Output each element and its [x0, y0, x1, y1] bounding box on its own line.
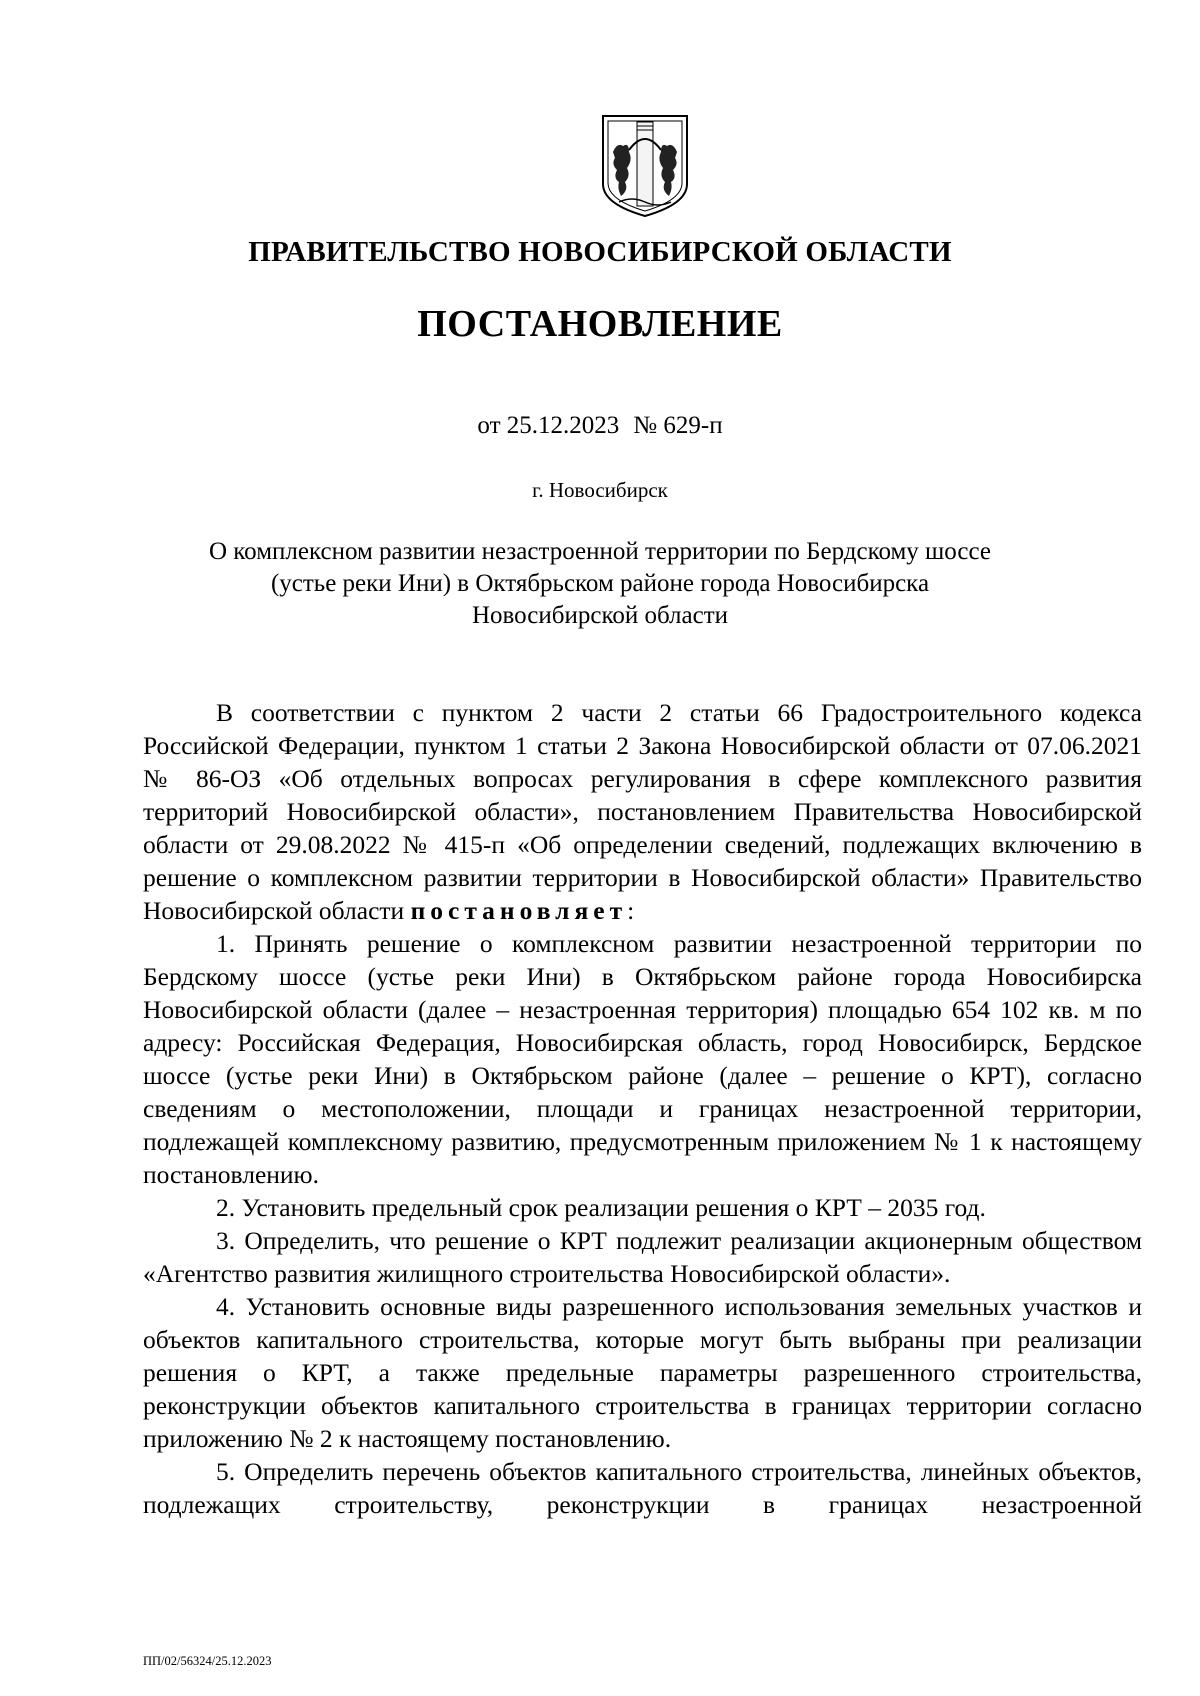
subject-line: О комплексном развитии незастроенной территории по Бердскому шоссе: [208, 538, 992, 565]
decree-item: 4. Установить основные виды разрешенного использования земельных участков и объектов капитального строительства, которые могут быть выбраны при реализации решения о КРТ, а также предельные параметры разрешенного строительства, реконструкции объектов капитального строительства в границах территории согласно приложению № 2 к настоящему постановлению.: [143, 1292, 1142, 1453]
decree-item: 5. Определить перечень объектов капитального строительства, линейных объектов, подлежащих строительству, реконструкции в границах незастроенной: [143, 1457, 1142, 1519]
city-name: г. Новосибирск: [532, 478, 668, 502]
coat-of-arms-icon: [599, 112, 691, 220]
subject-line: (устье реки Ини) в Октябрьском районе города Новосибирска: [270, 570, 930, 597]
document-date: от 25.12.2023: [477, 412, 620, 439]
document-body: [143, 696, 1142, 1521]
preamble-text: В соответствии с пунктом 2 части 2 статьи 66 Градостроительного кодекса Российской Федерации, пунктом 1 статьи 2 Закона Новосибирской области от 07.06.2021 № 86-ОЗ «Об отдельных вопросах регулирования в сфере комплексного развития территорий Новосибирской области», постановлением Правительства Новосибирской области от 29.08.2022 № 415-п «Об определении сведений, подлежащих включению в решение о комплексном развитии территории в Новосибирской области» Правительство Новосибирской области: [143, 698, 1142, 925]
subject-line: Новосибирской области: [471, 602, 729, 629]
document-type-title: ПОСТАНОВЛЕНИЕ: [417, 303, 783, 345]
document-footer-code: ПП/02/56324/25.12.2023: [143, 1654, 272, 1668]
decree-item: 2. Установить предельный срок реализации решения о КРТ – 2035 год.: [216, 1193, 986, 1222]
government-title: ПРАВИТЕЛЬСТВО НОВОСИБИРСКОЙ ОБЛАСТИ: [248, 236, 952, 268]
decree-colon: :: [627, 896, 635, 925]
decree-item: 3. Определить, что решение о КРТ подлежит реализации акционерным обществом «Агентство развития жилищного строительства Новосибирской области».: [143, 1226, 1142, 1288]
date-number-line: [0, 412, 1200, 440]
preamble-paragraph: [143, 696, 1142, 927]
decree-word: постановляет: [410, 896, 628, 925]
document-subject: [150, 536, 1050, 632]
decree-item: 1. Принять решение о комплексном развитии незастроенной территории по Бердскому шоссе (устье реки Ини) в Октябрьском районе города Новосибирска Новосибирской области (далее – незастроенная территория) площадью 654 102 кв. м по адресу: Российская Федерация, Новосибирская область, город Новосибирск, Бердское шоссе (устье реки Ини) в Октябрьском районе (далее – решение о КРТ), согласно сведениям о местоположении, площади и границах незастроенной территории, подлежащей комплексному развитию, предусмотренным приложением № 1 к настоящему постановлению.: [143, 929, 1142, 1189]
document-number: № 629-п: [633, 412, 723, 439]
